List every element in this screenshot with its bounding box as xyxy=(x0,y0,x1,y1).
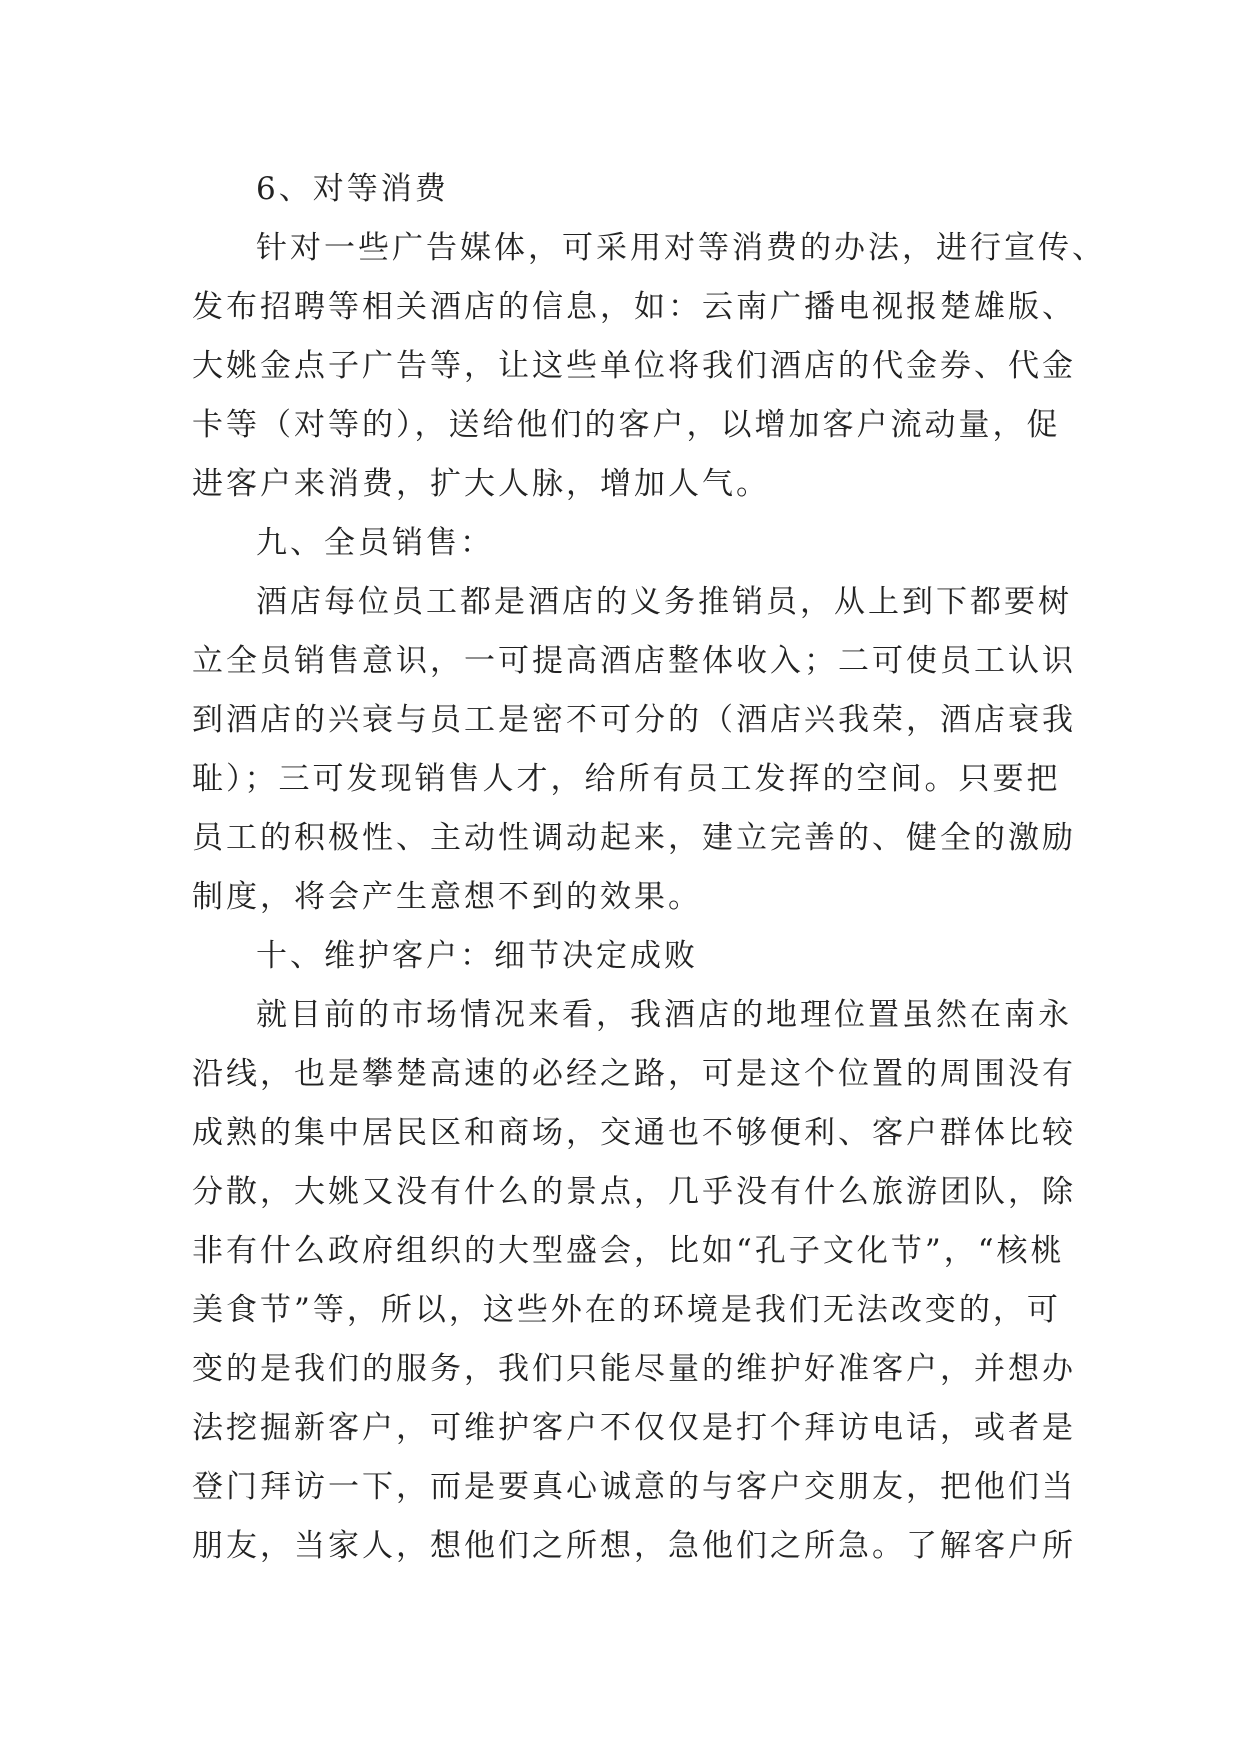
paragraph-line: 制度，将会产生意想不到的效果。 xyxy=(192,879,702,915)
document-body xyxy=(192,160,1106,1576)
paragraph-line: 沿线，也是攀楚高速的必经之路，可是这个位置的周围没有 xyxy=(192,1056,1076,1092)
paragraph-line: 法挖掘新客户，可维护客户不仅仅是打个拜访电话，或者是 xyxy=(192,1410,1076,1446)
paragraph-line: 卡等（对等的），送给他们的客户，以增加客户流动量，促 xyxy=(192,407,1061,443)
section-heading xyxy=(192,927,1072,986)
paragraph-line: 进客户来消费，扩大人脉，增加人气。 xyxy=(192,466,770,502)
paragraph-line: 朋友，当家人，想他们之所想，急他们之所急。了解客户所 xyxy=(192,1528,1076,1564)
paragraph-line: 立全员销售意识，一可提高酒店整体收入；二可使员工认识 xyxy=(192,643,1076,679)
heading-text: 十、维护客户：细节决定成败 xyxy=(256,938,698,974)
paragraph-line: 美食节”等，所以，这些外在的环境是我们无法改变的，可 xyxy=(192,1292,1061,1328)
paragraph-line: 发布招聘等相关酒店的信息，如：云南广播电视报楚雄版、 xyxy=(192,289,1076,325)
paragraph-line: 成熟的集中居民区和商场，交通也不够便利、客户群体比较 xyxy=(192,1115,1076,1151)
paragraph-line: 到酒店的兴衰与员工是密不可分的（酒店兴我荣，酒店衰我 xyxy=(192,702,1076,738)
paragraph-line: 就目前的市场情况来看，我酒店的地理位置虽然在南永 xyxy=(256,997,1072,1033)
section-heading xyxy=(192,160,1072,219)
paragraph-line: 大姚金点子广告等，让这些单位将我们酒店的代金券、代金 xyxy=(192,348,1076,384)
paragraph-line: 非有什么政府组织的大型盛会，比如“孔子文化节”，“核桃 xyxy=(192,1233,1065,1269)
heading-text: 九、全员销售： xyxy=(256,525,494,561)
heading-text: 6、对等消费 xyxy=(256,171,449,207)
paragraph-line: 酒店每位员工都是酒店的义务推销员，从上到下都要树 xyxy=(256,584,1072,620)
paragraph-line: 耻）；三可发现销售人才，给所有员工发挥的空间。只要把 xyxy=(192,761,1061,797)
paragraph-line: 变的是我们的服务，我们只能尽量的维护好准客户，并想办 xyxy=(192,1351,1076,1387)
paragraph-line: 分散，大姚又没有什么的景点，几乎没有什么旅游团队，除 xyxy=(192,1174,1076,1210)
section-heading xyxy=(192,514,1072,573)
body-paragraph xyxy=(192,986,1076,1576)
body-paragraph xyxy=(192,573,1076,927)
paragraph-line: 登门拜访一下，而是要真心诚意的与客户交朋友，把他们当 xyxy=(192,1469,1076,1505)
body-paragraph xyxy=(192,219,1106,514)
paragraph-line: 针对一些广告媒体，可采用对等消费的办法，进行宣传、 xyxy=(256,230,1106,266)
paragraph-line: 员工的积极性、主动性调动起来，建立完善的、健全的激励 xyxy=(192,820,1076,856)
